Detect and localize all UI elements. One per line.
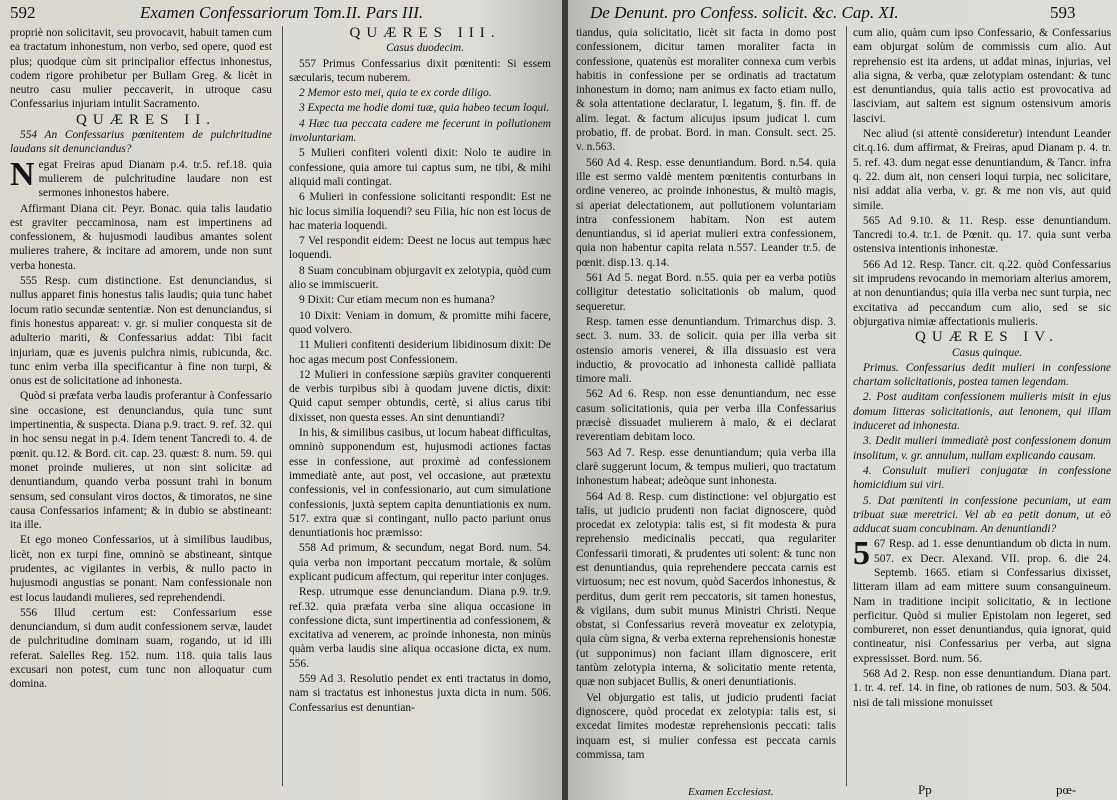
paragraph: 10 Dixit: Veniam in domum, & promitte mihi facere, quod volvero. — [289, 309, 551, 336]
paragraph: 558 Ad primum, & secundum, negat Bord. num. 54. quia verba non important peccatum mortale, & solùm explicant pudicum affectum, qui reperitur inter conjuges. — [289, 542, 551, 583]
footer-catchword: Examen Ecclesiast. — [688, 786, 774, 798]
left-column-a — [10, 26, 272, 786]
paragraph: 556 Illud certum est: Confessarium esse denunciandum, si dum audit confessionem servæ, laudet de pulchritudine dominam suam, rogando, ut id illi referat. Salelles Reg. 152. num. 118. quia talis laus excusari non potest, cum tunc non alloquatur cum domina. — [10, 606, 272, 691]
paragraph: 4. Consuluit mulieri conjugatæ in confessione homicidium sui viri. — [853, 464, 1111, 492]
paragraph: 7 Vel respondit eidem: Deest ne locus aut tempus hæc loquendi. — [289, 235, 551, 262]
page-number-left: 592 — [10, 3, 36, 22]
paragraph: cum alio, quàm cum ipso Confessario, & Confessarius eam objurgat solùm de commissis cum alio. Aut reprehensio est ita ardens, ut addat minas, injurias, vel alia signa, & verba, quæ zelotypiam ostendant: & tunc est denuntiandus, quia talis actio est provocativa ad lasciviam, aut saltem est signum ostensivum amoris lascivi. — [853, 27, 1111, 125]
paragraph: 2. Post auditam confessionem mulieris misit in ejus domum litteras solicitationis, aut lenonem, qui illam induceret ad inhonesta. — [853, 391, 1111, 433]
drop-cap: 5 — [853, 535, 870, 573]
running-head-right — [568, 2, 1117, 24]
running-title-right: De Denunt. pro Confess. solicit. &c. Cap. XI. — [590, 3, 899, 22]
paragraph: Nec aliud (si attentè consideretur) intendunt Leander cit.q.16. dum affirmat, & Freiras, apud Dianam p. 4. tr. 5. ref. 43. dum negat esse denuntiandum, & Tancr. infra q. 22. dum ait, non censeri loqui turpia, nec solicitare, nisi addat alia verba, v. gr. & me non vis, aut quid simile. — [853, 128, 1111, 212]
paragraph: 563 Ad 7. Resp. esse denuntiandum; quia verba illa clarè suggerunt locum, & tempus mulieri, quo tractatum inhonestum habeat; adeòque sunt inhonesta. — [576, 446, 836, 488]
running-head-left — [0, 2, 562, 24]
paragraph: Vel objurgatio est talis, ut judicio prudenti faciat dignoscere, quòd procedat ex zelotypia: talis est, si excedat limites modestæ reprehensionis peccati: talis inquam est, si mulier confessa est peccata carnis commissa, tam — [576, 691, 836, 761]
paragraph: 554 An Confessarius pœnitentem de pulchritudine laudans sit denunciandus? — [10, 129, 272, 156]
paragraph: Resp. utrumque esse denunciandum. Diana p.9. tr.9. ref.32. quia præfata verba sine aliqua occasione in confessione dicta, sunt impertinentia ad confessionem, & excitativa ad venerem, ac proinde inhonesta, non minùs quàm verba laudis sine aliqua occasione dicta, ex num. 556. — [289, 586, 551, 670]
paragraph: 6 Mulieri in confessione solicitanti respondit: Est ne hic locus similia loquendi? seu Filia, hic non est locus de hac materia loquendi. — [289, 191, 551, 232]
paragraph: Resp. tamen esse denuntiandum. Trimarchus disp. 3. sect. 3. num. 33. de solicit. quia per illa verba sit ostensio amoris venerei, & illa dissuasio est vera inductio, & provocatio ad inhonesta callidè palliata timore mali. — [576, 315, 836, 386]
running-title-left: Examen Confessariorum Tom.II. Pars III. — [140, 3, 424, 22]
paragraph: 562 Ad 6. Resp. non esse denuntiandum, nec esse casum solicitationis, quia per verba illa Confessarius præcisè dissuadet mulierem à malo, & ei declarat reverentiam debitam loco. — [576, 388, 836, 444]
paragraph: 561 Ad 5. negat Bord. n.55. quia per ea verba potiùs colligitur detestatio solicitationis ob malum, quod sequeretur. — [576, 272, 836, 313]
paragraph: Negat Freiras apud Dianam p.4. tr.5. ref.18. quia mulierem de pulchritudine laudare non est sermones inhonestos habere. — [10, 155, 272, 200]
question-heading: QUÆRES III. — [349, 26, 501, 41]
right-page — [568, 0, 1117, 800]
paragraph: 11 Mulieri confitenti desiderium libidinosum dixit: De hoc agas mecum post Confessionem. — [289, 339, 551, 366]
paragraph: 5. Dat pœnitenti in confessione pecuniam, ut eam tribuat suæ meretrici. Vel ab ea petit donum, ut eò adducat suam concubinam. An denuntiandi? — [853, 494, 1111, 536]
paragraph: 559 Ad 3. Resolutio pendet ex enti tractatus in domo, nam si tractatus est inhonestus juxta dicta in num. 506. Confessarius est denuntian- — [289, 673, 551, 714]
right-column-b — [846, 26, 1111, 786]
paragraph: Quòd si præfata verba laudis proferantur à Confessario sine occasione, est denunciandus, quia tunc sunt impertinentia, & suspecta. Diana p.9. tract. 9. ref. 32. qui in hoc sensu negat in p.4. Idem tenent Tancredi to. 4. de pœnit. qu.12. & Bord. cit. cap. 23. quæst: 8. num. 59. qui monet proinde mulieres, ut non sint solicitæ ad denuntiandum, quando verba possunt trahi in bonum sensum, sed consulant viros doctos, & timoratos, ne sine causa Confessarios infament; & in dubio se abstineant: ita ille. — [10, 390, 272, 532]
paragraph: In his, & similibus casibus, ut locum habeat difficultas, omninò supponendum est, hujusmodi actiones factas esse in confessione, aut proximè ad confessionem immediatè ante, aut post, vel occasione, aut prætextu confessionis, vel in confessionario, aut cum simulatione confessionis, juxtà septem capita denuntiationis ex num. 517. extra quæ si contingant, nullo pacto pariunt onus denuntiationis hoc præmisso: — [289, 427, 551, 540]
casus-heading: Casus quinque. — [951, 346, 1023, 359]
paragraph: 3 Expecta me hodie domi tuæ, quia habeo tecum loqui. — [299, 102, 550, 115]
paragraph: tiandus, quia solicitatio, licèt sit facta in domo post confessionem, dicitur tamen moraliter facta in confessione, quatenùs est moraliter connexa cum verbis habitis in confessione per se ordinatis ad tractatum inhonestum in domo; nam animus ex facto etiam nullo, & sola attentatione declaratur, l. legatum, §. fin. ff. de alim. legat. & factum alicujus ipsum judicat l. cum probatio, ff. de probat. Bord. in man. Consult. sect. 25. v. n.563. — [576, 27, 836, 154]
next-page-catchword: pœ- — [1056, 782, 1077, 797]
paragraph: 3. Dedit mulieri immediatè post confessionem donum insolitum, v. gr. annulum, nullam explicando causam. — [853, 435, 1111, 462]
paragraph: 555 Resp. cum distinctione. Est denunciandus, si nullus apparet finis honestus talis laudis; quia tunc habet locum ratio secundæ sententiæ. Non est denunciandus, si finis honestus appareat: v. gr. si mulier conquesta sit de adulterio mariti, & Confessarius addat: Tibi facit injuriam, quæ es juvenis pulchra nimis, rubicunda, &c. tunc enim verba illa specificantur à fine non turpi, & onus est de solicitatione ad inhonesta. — [10, 275, 272, 388]
paragraph: 560 Ad 4. Resp. esse denuntiandum. Bord. n.54. quia ille est sermo valdè mentem pœnitentis conturbans in ordine venereo, ac proinde inhonestus, & multò magis, si aperiat delectationem, aut pollutionem voluntariam intra confessionem habitam. Non est autem denuntiandus, si id aperiat mulieri extra confessionem, quia non habentur capita relata n.557. Leander tr.5. de pœnit. disp.13. q.14. — [576, 156, 836, 269]
question-heading: QUÆRES IV. — [915, 329, 1059, 346]
paragraph: Affirmant Diana cit. Peyr. Bonac. quia talis laudatio est graviter peccaminosa, nam est impertinens ad confessionem, & hujusmodi laudibus amantes solent mulieres trahere, & incitare ad amorem, unde non sunt verba honesta. — [10, 202, 272, 272]
paragraph: 565 Ad 9.10. & 11. Resp. esse denuntiandum. Tancredi to.4. tr.1. de Pœnit. qu. 17. quia sunt verba ostensiva intentionis inhonestæ. — [853, 214, 1111, 256]
paragraph: 8 Suam concubinam objurgavit ex zelotypia, quòd cum alio se immiscuerit. — [289, 264, 551, 292]
paragraph: 5 Mulieri confiteri volenti dixit: Nolo te audire in confessione, quia amore tui captus sum, ne tibi, & mihi aliquid mali contingat. — [289, 147, 551, 188]
paragraph: propriè non solicitavit, seu provocavit, habuit tamen cum ea tractatum inhonestum, non verbo, sed opere, quod est plus; quodque cùm sit principalior effectus inhonestus, codem rigore prohibetur per Bullam Greg. & licèt in neutro casu mulier peccaverit, in utroque casu Confessarius injuriam intulit Sacramento. — [10, 27, 272, 111]
paragraph: 568 Ad 2. Resp. non esse denuntiandum. Diana part. 1. tr. 4. ref. 14. in fine, ob rationes de num. 503. & 504. nisi de tali missione monuisset — [853, 668, 1111, 709]
right-column-a — [576, 26, 836, 786]
paragraph: 9 Dixit: Cur etiam mecum non es humana? — [299, 294, 495, 307]
signature-mark: Pp — [918, 782, 932, 797]
paragraph: 2 Memor esto mei, quia te ex corde diligo. — [299, 87, 492, 100]
paragraph: 566 Ad 12. Resp. Tancr. cit. q.22. quòd Confessarius sit imprudens revocando in memoriam alterius amorem, at non denuntiandus; quia illa verba nec sunt turpia, nec excitativa ad peccandum cum alio, sed se sic objurgativa nimiæ affectationis mulieris. — [853, 258, 1111, 328]
left-column-b — [282, 26, 551, 786]
paragraph: Primus. Confessarius dedit mulieri in confessione chartam solicitationis, postea tamen legendam. — [853, 361, 1111, 389]
paragraph: 4 Hæc tua peccata cadere me fecerunt in pollutionem involuntariam. — [289, 117, 551, 145]
paragraph: Et ego moneo Confessarios, ut à similibus laudibus, licèt, non ex turpi fine, omninò se abstineant, sintque prudentes, ac vigilantes in verbis, & nullo pacto in hujusmodi angustias se ponant. Nam confessionale non est locus laudandi mulieres, sed reprehendendi. — [10, 534, 272, 604]
question-heading: QUÆRES II. — [75, 111, 216, 128]
paragraph: 12 Mulieri in confessione sæpiùs graviter conquerenti de verbis turpibus sibi à quodam juvene dictis, dixit: Quid caput semper obtundis, certè, si alius carus tibi dixisset, non questa esses. An sint denuntiandi? — [289, 368, 551, 424]
paragraph: 5 67 Resp. ad 1. esse denuntiandum ob dicta in num. 507. ex Decr. Alexand. VII. prop. 6. die 24. Septemb. 1665. etiam si Confessarius dixisset, litteram illam ad eam mittere suum consanguineum. Nam in traditione incipit solicitatio, & in lectione perficitur. Quòd si mulier Epistolam non legeret, sed combureret, non esset denuntiandus, quia ignorat, quid contineatur, nisi Confessarius per verba, aut signa expressisset. Bord. num. 56. — [853, 535, 1111, 665]
paragraph: 557 Primus Confessarius dixit pœnitenti: Si essem sæcularis, tecum nuberem. — [289, 57, 551, 84]
drop-cap: N — [10, 155, 35, 193]
casus-heading: Casus duodecim. — [386, 42, 464, 55]
paragraph: 564 Ad 8. Resp. cum distinctione: vel objurgatio est talis, ut judicio prudenti non faciat dignoscere, quòd procedat ex zelotypia: talis est, si fit modesta & pura reprehensio medicinalis peccati, qua regulariter Confessarii timorati, & prudentes uti solent: & tunc non est denuntiandus, quia reprehendere peccata carnis est virtuosum; nec est novum, quòd Sacerdos inhonestus, & perditus, dum gerit rem peccatoris, sit tamen honestus, & vigilans, dum subit munus Ministri Christi. Neque obstat, si Confessarius reverà moveatur ex zelotypia, quia cùm signa, & verba externa reprehensionis honestæ (ut supponimus) non faciant illam dignoscere, erit tantùm zelotypia interna, & solicitatio mente retenta, quæ non subjacet Bullis, & oneri denuntiationis. — [576, 490, 836, 689]
page-number-right: 593 — [1050, 3, 1076, 22]
